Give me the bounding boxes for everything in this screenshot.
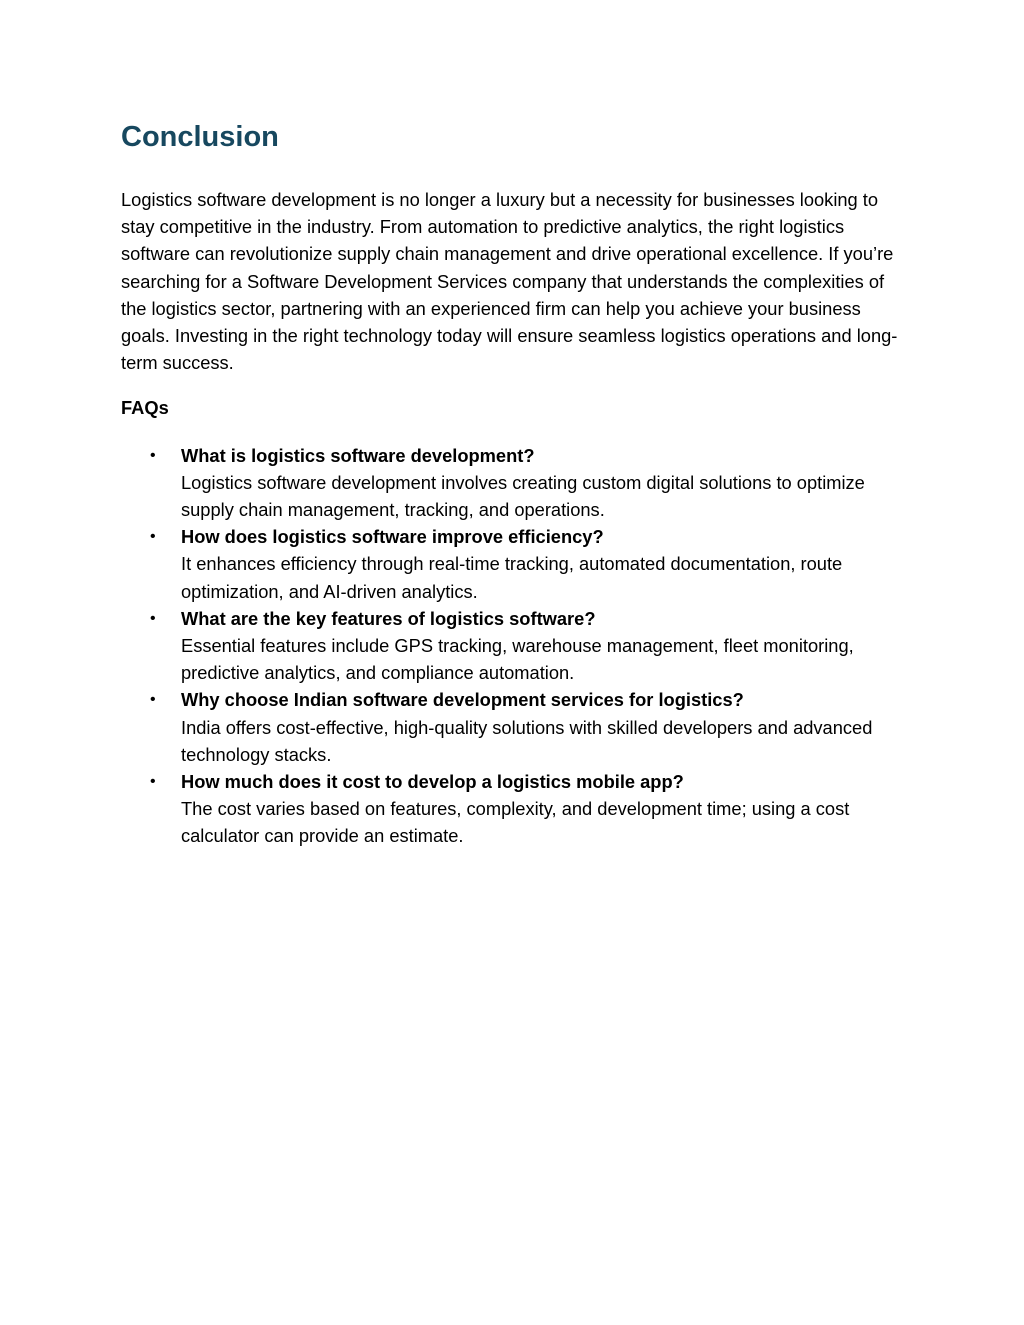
faq-list xyxy=(121,442,901,850)
faq-answer: It enhances efficiency through real-time tracking, automated documentation, route optimization, and AI-driven analytics. xyxy=(181,553,843,602)
faq-question: Why choose Indian software development services for logistics? xyxy=(181,689,744,711)
bullet-icon: • xyxy=(150,691,156,709)
faq-answer: India offers cost-effective, high-quality solutions with skilled developers and advanced technology stacks. xyxy=(181,716,873,765)
faq-question: How does logistics software improve efficiency? xyxy=(181,526,604,548)
faq-item xyxy=(121,605,901,687)
faq-question: What is logistics software development? xyxy=(181,444,535,466)
faq-item xyxy=(121,686,901,768)
faq-answer: Essential features include GPS tracking, warehouse management, fleet monitoring, predictive analytics, and compliance automation. xyxy=(181,635,854,684)
bullet-icon: • xyxy=(150,609,156,627)
page-title: Conclusion xyxy=(121,121,279,153)
document-page xyxy=(121,118,901,850)
faq-question: What are the key features of logistics software? xyxy=(181,607,596,629)
faq-question: How much does it cost to develop a logistics mobile app? xyxy=(181,771,684,793)
faq-item xyxy=(121,442,901,524)
bullet-icon: • xyxy=(150,446,156,464)
faqs-heading: FAQs xyxy=(121,397,169,419)
bullet-icon: • xyxy=(150,773,156,791)
faq-item xyxy=(121,523,901,605)
faq-answer: The cost varies based on features, complexity, and development time; using a cost calculator can provide an estimate. xyxy=(181,798,850,847)
faq-answer: Logistics software development involves creating custom digital solutions to optimize supply chain management, tracking, and operations. xyxy=(181,471,865,521)
conclusion-paragraph: Logistics software development is no longer a luxury but a necessity for businesses looking to stay competitive in the industry. From automation to predictive analytics, the right logistics software can revolutionize supply chain management and drive operational excellence. If you’re searching for a Software Development Services company that understands the complexities of the logistics sector, partnering with an experienced firm can help you achieve your business goals. Investing in the right technology today will ensure seamless logistics operations and long-term success. xyxy=(121,189,898,374)
faq-item xyxy=(121,768,901,850)
bullet-icon: • xyxy=(150,528,156,546)
